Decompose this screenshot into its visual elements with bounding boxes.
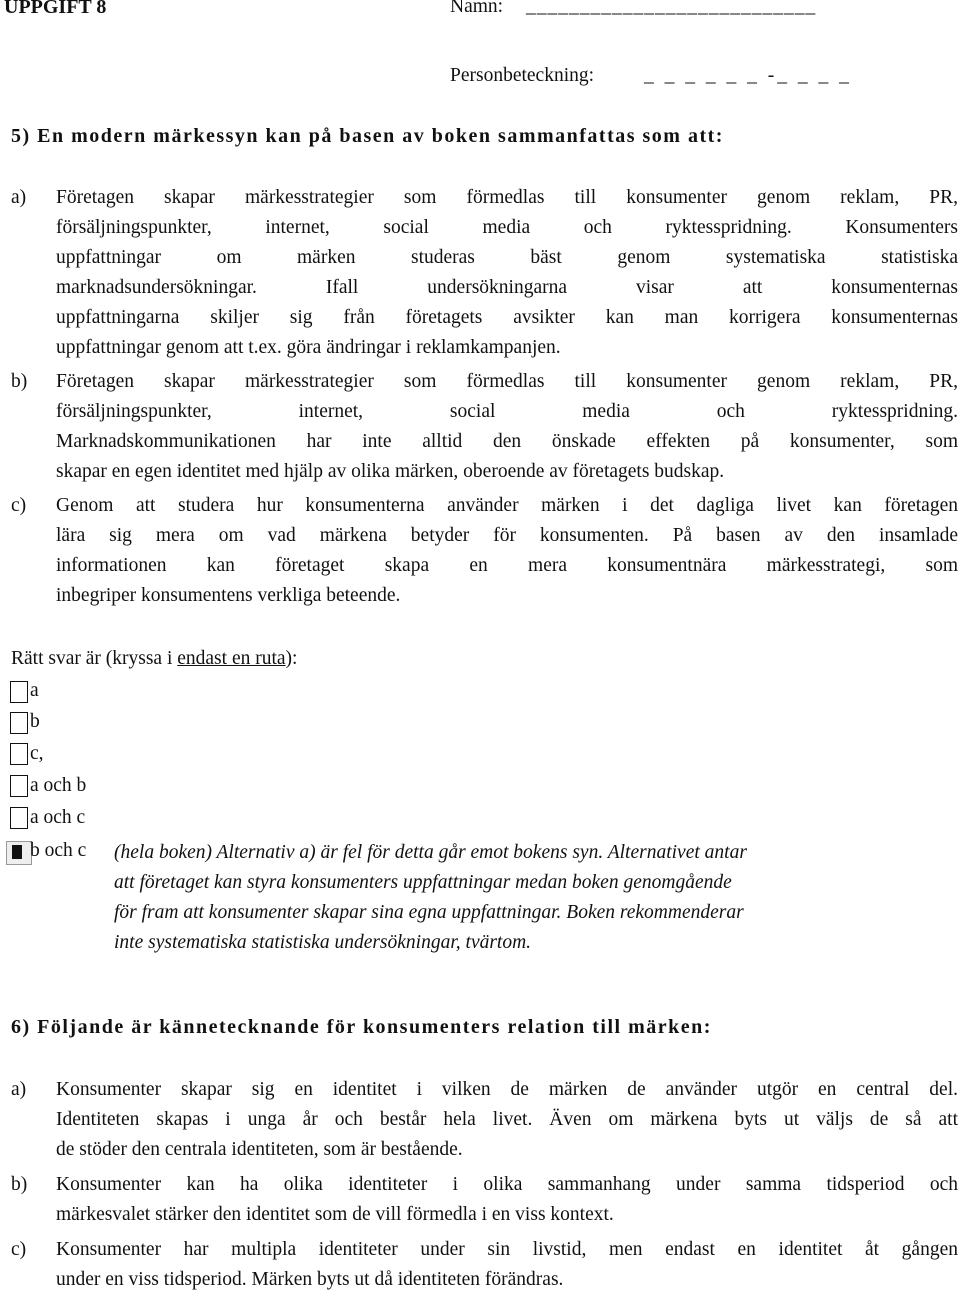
- question-5-title: 5) En modern märkessyn kan på basen av boken sammanfattas som att:: [11, 125, 724, 147]
- q5-option-c-text: [56, 491, 958, 611]
- text-line: uppfattningar om märken studeras bäst genom systematiska statistiska: [56, 247, 958, 268]
- feedback-line: inte systematiska statistiska undersökningar, tvärtom.: [114, 932, 532, 953]
- q5-option-c-letter: c): [11, 495, 27, 516]
- text-line: Konsumenter har multipla identiteter under sin livstid, men endast en identitet åt gången: [56, 1239, 958, 1260]
- text-line: uppfattningarna skiljer sig från företagets avsikter kan man korrigera konsumenternas: [56, 307, 958, 328]
- q6-option-a-text: [56, 1075, 958, 1165]
- text-line: Marknadskommunikationen har inte alltid den önskade effekten på konsumenter, som: [56, 431, 958, 452]
- text-line: Företagen skapar märkesstrategier som förmedlas till konsumenter genom reklam, PR,: [56, 187, 958, 208]
- checkbox-c[interactable]: [10, 743, 28, 765]
- text-line: de stöder den centrala identiteten, som är bestående.: [56, 1139, 463, 1160]
- text-line: Företagen skapar märkesstrategier som förmedlas till konsumenter genom reklam, PR,: [56, 371, 958, 392]
- q5-option-a-letter: a): [11, 187, 27, 208]
- q6-option-a-letter: a): [11, 1079, 27, 1100]
- id-label: Personbeteckning:: [450, 65, 595, 86]
- choice-label-a-och-c: a och c: [30, 807, 86, 828]
- text-line: uppfattningar genom att t.ex. göra ändringar i reklamkampanjen.: [56, 337, 561, 358]
- text-line: försäljningspunkter, internet, social media och ryktesspridning. Konsumenters: [56, 217, 958, 238]
- answer-prompt-emphasis: endast en ruta: [177, 648, 286, 669]
- q6-option-c-letter: c): [11, 1239, 27, 1260]
- name-label: Namn:: [450, 0, 504, 17]
- text-line: under en viss tidsperiod. Märken byts ut då identiteten förändras.: [56, 1269, 564, 1290]
- answer-prompt-end: ):: [285, 648, 298, 669]
- text-line: märkesvalet stärker den identitet som de vill förmedla i en viss kontext.: [56, 1204, 614, 1225]
- text-line: marknadsundersökningar. Ifall undersökningarna visar att konsumenternas: [56, 277, 958, 298]
- text-line: försäljningspunkter, internet, social media och ryktesspridning.: [56, 401, 958, 422]
- text-line: Konsumenter skapar sig en identitet i vilken de märken de använder utgör en central del.: [56, 1079, 958, 1100]
- q5-option-b-letter: b): [11, 371, 28, 392]
- text-line: Identiteten skapas i unga år och består hela livet. Även om märkena byts ut väljs de så att: [56, 1109, 958, 1130]
- text-line: Genom att studera hur konsumenterna använder märken i det dagliga livet kan företagen: [56, 495, 958, 516]
- choice-label-b: b: [30, 711, 40, 732]
- feedback-line: att företaget kan styra konsumenters uppfattningar medan boken genomgående: [114, 872, 732, 893]
- id-blank[interactable]: _ _ _ _ _ _ -_ _ _ _: [644, 65, 852, 86]
- answer-feedback: [114, 838, 944, 958]
- q6-option-b-text: [56, 1170, 958, 1230]
- feedback-line: för fram att konsumenter skapar sina egna uppfattningar. Boken rekommenderar: [114, 902, 744, 923]
- checkbox-a[interactable]: [10, 681, 28, 703]
- answer-prompt: [11, 648, 297, 670]
- text-line: skapar en egen identitet med hjälp av olika märken, oberoende av företagets budskap.: [56, 461, 725, 482]
- checkbox-a-och-c[interactable]: [10, 807, 28, 829]
- checkmark-icon: [12, 845, 22, 859]
- task-title: UPPGIFT 8: [4, 0, 107, 18]
- q5-option-b-text: [56, 367, 958, 487]
- name-blank[interactable]: ___________________________: [526, 0, 817, 17]
- choice-label-a-och-b: a och b: [30, 775, 87, 796]
- q5-option-a-text: [56, 183, 958, 363]
- choice-label-b-och-c: b och c: [30, 840, 87, 861]
- choice-label-c: c,: [30, 743, 44, 764]
- checkbox-a-och-b[interactable]: [10, 775, 28, 797]
- choice-label-a: a: [30, 680, 39, 701]
- text-line: lära sig mera om vad märkena betyder för konsumenten. På basen av den insamlade: [56, 525, 958, 546]
- text-line: informationen kan företaget skapa en mera konsumentnära märkesstrategi, som: [56, 555, 958, 576]
- answer-prompt-text: Rätt svar är (kryssa i: [11, 648, 178, 669]
- question-6-title: 6) Följande är kännetecknande för konsumenters relation till märken:: [11, 1016, 712, 1038]
- text-line: Konsumenter kan ha olika identiteter i olika sammanhang under samma tidsperiod och: [56, 1174, 958, 1195]
- feedback-line: (hela boken) Alternativ a) är fel för detta går emot bokens syn. Alternativet antar: [114, 842, 747, 863]
- text-line: inbegriper konsumentens verkliga beteende.: [56, 585, 401, 606]
- checkbox-b-och-c-checked[interactable]: [6, 841, 32, 865]
- q6-option-b-letter: b): [11, 1174, 28, 1195]
- q6-option-c-text: [56, 1235, 958, 1295]
- checkbox-b[interactable]: [10, 712, 28, 734]
